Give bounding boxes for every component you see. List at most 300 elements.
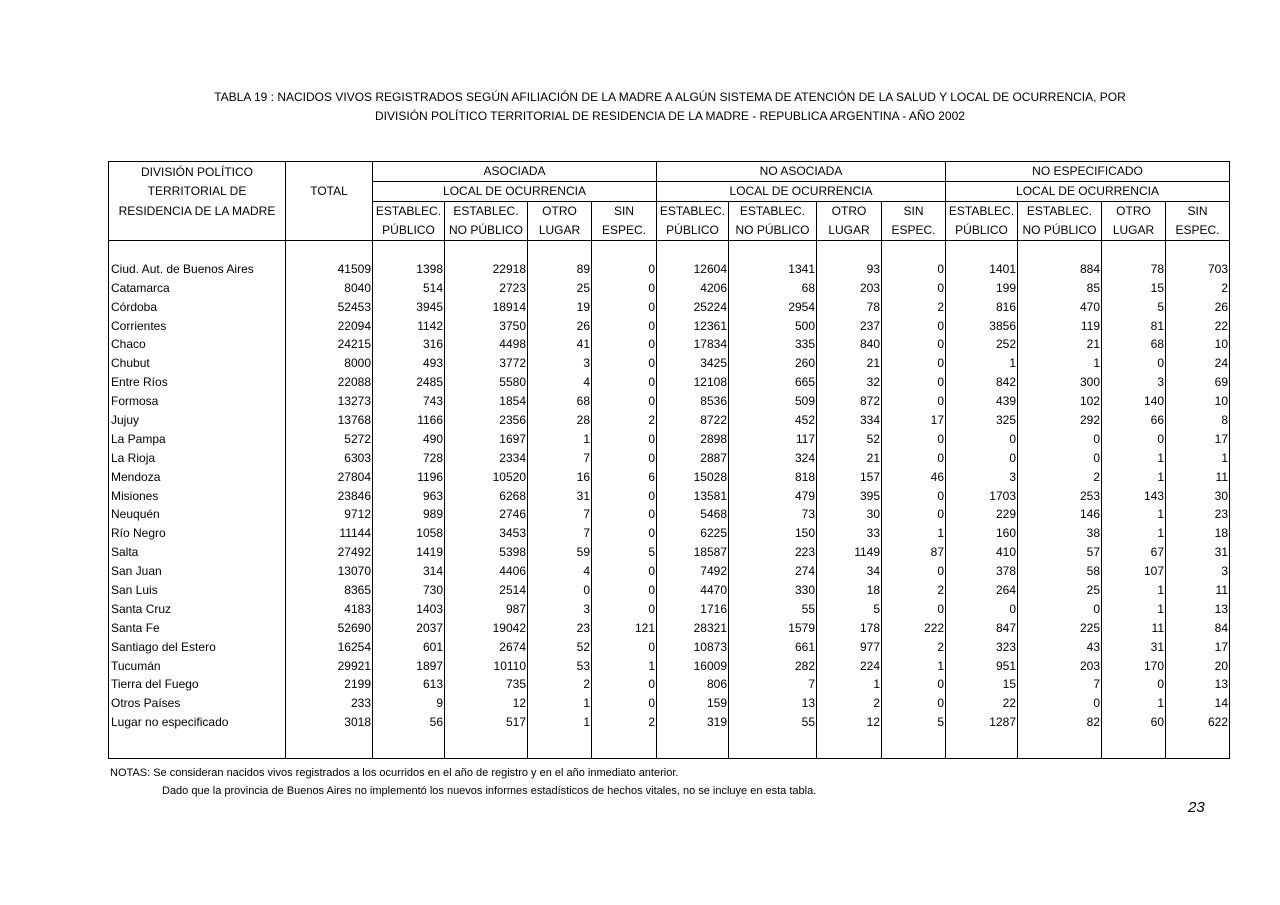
table-cell: 10110 bbox=[445, 656, 528, 675]
row-name: Santa Fe bbox=[109, 618, 286, 637]
header-division: DIVISIÓN POLÍTICO bbox=[109, 162, 286, 182]
table-cell: 2954 bbox=[729, 297, 817, 316]
table-cell: 2723 bbox=[445, 278, 528, 297]
table-cell: 28321 bbox=[657, 618, 729, 637]
table-cell: 199 bbox=[946, 278, 1018, 297]
table-cell: 56 bbox=[373, 713, 445, 732]
table-cell: 665 bbox=[729, 373, 817, 392]
table-cell: 1419 bbox=[373, 543, 445, 562]
row-name: Tierra del Fuego bbox=[109, 675, 286, 694]
table-cell bbox=[817, 240, 882, 259]
table-cell: 67 bbox=[1102, 543, 1166, 562]
table-cell: 43 bbox=[1018, 637, 1102, 656]
table-cell: 78 bbox=[1102, 259, 1166, 278]
table-cell: 89 bbox=[528, 259, 592, 278]
subheader-label: NO PÚBLICO bbox=[1018, 221, 1102, 240]
table-row bbox=[109, 713, 1230, 732]
table-row bbox=[109, 259, 1230, 278]
table-cell: 22 bbox=[946, 694, 1018, 713]
row-name: Mendoza bbox=[109, 467, 286, 486]
table-cell: 1 bbox=[1102, 448, 1166, 467]
table-cell: 28 bbox=[528, 411, 592, 430]
table-row bbox=[109, 316, 1230, 335]
table-cell: 21 bbox=[817, 354, 882, 373]
table-cell: 0 bbox=[882, 316, 946, 335]
table-cell: 1 bbox=[1166, 448, 1230, 467]
table-cell: 31 bbox=[1166, 543, 1230, 562]
table-cell: 7 bbox=[528, 505, 592, 524]
cell-total: 41509 bbox=[286, 259, 373, 278]
cell-total: 22094 bbox=[286, 316, 373, 335]
table-row bbox=[109, 486, 1230, 505]
table-cell: 1716 bbox=[657, 599, 729, 618]
table-cell: 23 bbox=[528, 618, 592, 637]
table-cell bbox=[445, 732, 528, 759]
table-cell: 1341 bbox=[729, 259, 817, 278]
subheader-label: NO PÚBLICO bbox=[445, 221, 528, 240]
subheader-label: ESTABLEC. bbox=[445, 201, 528, 220]
table-cell: 93 bbox=[817, 259, 882, 278]
table-cell: 0 bbox=[592, 581, 657, 600]
table-cell bbox=[1166, 240, 1230, 259]
table-cell: 661 bbox=[729, 637, 817, 656]
cell-total bbox=[286, 240, 373, 259]
table-cell: 18914 bbox=[445, 297, 528, 316]
table-cell: 140 bbox=[1102, 392, 1166, 411]
table-cell: 52 bbox=[528, 637, 592, 656]
table-cell: 160 bbox=[946, 524, 1018, 543]
table-cell: 146 bbox=[1018, 505, 1102, 524]
table-cell: 1 bbox=[1102, 694, 1166, 713]
table-cell: 31 bbox=[1102, 637, 1166, 656]
table-cell: 5580 bbox=[445, 373, 528, 392]
table-cell: 0 bbox=[882, 429, 946, 448]
table-cell: 22918 bbox=[445, 259, 528, 278]
table-cell: 253 bbox=[1018, 486, 1102, 505]
table-cell: 4498 bbox=[445, 335, 528, 354]
row-name: San Juan bbox=[109, 562, 286, 581]
table-cell: 143 bbox=[1102, 486, 1166, 505]
table-cell: 252 bbox=[946, 335, 1018, 354]
table-cell: 55 bbox=[729, 713, 817, 732]
table-cell: 82 bbox=[1018, 713, 1102, 732]
table-cell: 514 bbox=[373, 278, 445, 297]
table-cell: 0 bbox=[882, 562, 946, 581]
table-cell: 3772 bbox=[445, 354, 528, 373]
cell-total: 11144 bbox=[286, 524, 373, 543]
table-cell: 119 bbox=[1018, 316, 1102, 335]
row-name: Corrientes bbox=[109, 316, 286, 335]
table-cell: 334 bbox=[817, 411, 882, 430]
table-cell: 260 bbox=[729, 354, 817, 373]
table-cell: 8 bbox=[1166, 411, 1230, 430]
table-cell bbox=[817, 732, 882, 759]
table-row bbox=[109, 505, 1230, 524]
table-cell: 15 bbox=[1102, 278, 1166, 297]
table-row bbox=[109, 581, 1230, 600]
table-cell: 314 bbox=[373, 562, 445, 581]
row-name: San Luis bbox=[109, 581, 286, 600]
table-cell: 730 bbox=[373, 581, 445, 600]
table-cell: 60 bbox=[1102, 713, 1166, 732]
table-cell: 4470 bbox=[657, 581, 729, 600]
table-cell: 58 bbox=[1018, 562, 1102, 581]
table-cell: 816 bbox=[946, 297, 1018, 316]
notes-line1: NOTAS: Se consideran nacidos vivos registrados a los ocurridos en el año de registro y en el año inmediato anterior. bbox=[110, 767, 679, 779]
table-cell: 121 bbox=[592, 618, 657, 637]
header-total-blank bbox=[286, 221, 373, 240]
table-cell: 0 bbox=[592, 448, 657, 467]
table-cell: 13 bbox=[1166, 675, 1230, 694]
table-cell: 17 bbox=[1166, 637, 1230, 656]
table-cell: 479 bbox=[729, 486, 817, 505]
table-cell: 222 bbox=[882, 618, 946, 637]
table-cell bbox=[1018, 240, 1102, 259]
table-cell: 977 bbox=[817, 637, 882, 656]
table-cell: 7492 bbox=[657, 562, 729, 581]
cell-total: 27804 bbox=[286, 467, 373, 486]
table-cell: 69 bbox=[1166, 373, 1230, 392]
table-cell: 1196 bbox=[373, 467, 445, 486]
table-row bbox=[109, 675, 1230, 694]
table-cell: 378 bbox=[946, 562, 1018, 581]
table-cell: 0 bbox=[592, 505, 657, 524]
table-cell: 1854 bbox=[445, 392, 528, 411]
table-cell: 4 bbox=[528, 373, 592, 392]
table-cell: 324 bbox=[729, 448, 817, 467]
subheader-label: LUGAR bbox=[817, 221, 882, 240]
table-cell: 2356 bbox=[445, 411, 528, 430]
table-cell: 178 bbox=[817, 618, 882, 637]
table-cell: 59 bbox=[528, 543, 592, 562]
table-cell: 330 bbox=[729, 581, 817, 600]
table-cell: 0 bbox=[946, 448, 1018, 467]
table-cell: 5398 bbox=[445, 543, 528, 562]
table-cell: 25 bbox=[1018, 581, 1102, 600]
table-cell: 8536 bbox=[657, 392, 729, 411]
table-cell: 18 bbox=[817, 581, 882, 600]
table-cell: 52 bbox=[817, 429, 882, 448]
table-row bbox=[109, 694, 1230, 713]
table-cell: 15 bbox=[946, 675, 1018, 694]
cell-total: 52690 bbox=[286, 618, 373, 637]
cell-total: 8040 bbox=[286, 278, 373, 297]
row-name: Entre Ríos bbox=[109, 373, 286, 392]
table-cell: 17 bbox=[1166, 429, 1230, 448]
table-cell: 0 bbox=[1018, 599, 1102, 618]
row-name: Misiones bbox=[109, 486, 286, 505]
table-cell: 316 bbox=[373, 335, 445, 354]
table-cell: 12 bbox=[445, 694, 528, 713]
table-cell: 225 bbox=[1018, 618, 1102, 637]
cell-total: 16254 bbox=[286, 637, 373, 656]
header-total: TOTAL bbox=[286, 181, 373, 201]
table-cell bbox=[528, 240, 592, 259]
table-cell bbox=[373, 240, 445, 259]
subheader-label: ESTABLEC. bbox=[729, 201, 817, 220]
table-cell: 300 bbox=[1018, 373, 1102, 392]
table-cell: 32 bbox=[817, 373, 882, 392]
table-cell: 10 bbox=[1166, 392, 1230, 411]
table-cell: 1 bbox=[528, 694, 592, 713]
table-cell: 0 bbox=[882, 448, 946, 467]
subheader-label: LUGAR bbox=[528, 221, 592, 240]
table-cell bbox=[1102, 732, 1166, 759]
table-cell: 818 bbox=[729, 467, 817, 486]
table-cell: 1401 bbox=[946, 259, 1018, 278]
row-name: Tucumán bbox=[109, 656, 286, 675]
table-cell bbox=[1102, 240, 1166, 259]
row-name: Catamarca bbox=[109, 278, 286, 297]
table-cell: 237 bbox=[817, 316, 882, 335]
table-cell bbox=[445, 240, 528, 259]
table-cell: 2514 bbox=[445, 581, 528, 600]
header-local-ocurrencia: LOCAL DE OCURRENCIA bbox=[946, 181, 1230, 201]
table-cell: 203 bbox=[817, 278, 882, 297]
table-cell: 25 bbox=[528, 278, 592, 297]
row-name: Lugar no especificado bbox=[109, 713, 286, 732]
table-cell: 0 bbox=[882, 392, 946, 411]
table-cell bbox=[882, 732, 946, 759]
cell-total: 13273 bbox=[286, 392, 373, 411]
cell-total: 13070 bbox=[286, 562, 373, 581]
table-title-line2: DIVISIÓN POLÍTICO TERRITORIAL DE RESIDENCIA DE LA MADRE - REPUBLICA ARGENTINA - AÑO 2002 bbox=[375, 109, 965, 123]
table-row bbox=[109, 411, 1230, 430]
cell-total: 6303 bbox=[286, 448, 373, 467]
cell-total: 5272 bbox=[286, 429, 373, 448]
table-cell: 0 bbox=[592, 562, 657, 581]
table-cell: 17 bbox=[882, 411, 946, 430]
table-cell: 66 bbox=[1102, 411, 1166, 430]
table-cell: 500 bbox=[729, 316, 817, 335]
table-cell: 292 bbox=[1018, 411, 1102, 430]
table-cell: 11 bbox=[1166, 467, 1230, 486]
table-cell: 806 bbox=[657, 675, 729, 694]
table-cell: 6 bbox=[592, 467, 657, 486]
table-cell: 0 bbox=[882, 335, 946, 354]
table-cell: 0 bbox=[882, 486, 946, 505]
table-title-line1: TABLA 19 : NACIDOS VIVOS REGISTRADOS SEGÚN AFILIACIÓN DE LA MADRE A ALGÚN SISTEMA DE ATENCIÓN DE LA SALUD Y LOCAL DE OCURRENCIA, POR bbox=[214, 90, 1126, 104]
table-cell: 46 bbox=[882, 467, 946, 486]
table-cell: 224 bbox=[817, 656, 882, 675]
row-name: Formosa bbox=[109, 392, 286, 411]
header-local-ocurrencia: LOCAL DE OCURRENCIA bbox=[373, 181, 657, 201]
subheader-label: SIN bbox=[882, 201, 946, 220]
table-cell: 2 bbox=[882, 637, 946, 656]
table-cell: 0 bbox=[1018, 694, 1102, 713]
table-cell: 2 bbox=[592, 411, 657, 430]
cell-total: 22088 bbox=[286, 373, 373, 392]
subheader-label: ESTABLEC. bbox=[1018, 201, 1102, 220]
table-cell: 55 bbox=[729, 599, 817, 618]
table-row bbox=[109, 599, 1230, 618]
table-cell: 10873 bbox=[657, 637, 729, 656]
table-cell: 847 bbox=[946, 618, 1018, 637]
subheader-label: PÚBLICO bbox=[657, 221, 729, 240]
table-cell: 2334 bbox=[445, 448, 528, 467]
table-cell: 319 bbox=[657, 713, 729, 732]
table-cell: 0 bbox=[592, 599, 657, 618]
table-cell: 0 bbox=[592, 675, 657, 694]
table-cell: 87 bbox=[882, 543, 946, 562]
cell-total: 23846 bbox=[286, 486, 373, 505]
table-cell: 5 bbox=[817, 599, 882, 618]
subheader-label: ESTABLEC. bbox=[946, 201, 1018, 220]
table-row bbox=[109, 354, 1230, 373]
table-cell: 2 bbox=[882, 581, 946, 600]
table-cell: 17834 bbox=[657, 335, 729, 354]
table-cell: 989 bbox=[373, 505, 445, 524]
table-cell: 30 bbox=[1166, 486, 1230, 505]
table-cell: 509 bbox=[729, 392, 817, 411]
table-cell: 7 bbox=[528, 524, 592, 543]
table-cell: 9 bbox=[373, 694, 445, 713]
table-cell: 2037 bbox=[373, 618, 445, 637]
subheader-label: ESPEC. bbox=[1166, 221, 1230, 240]
table-row bbox=[109, 562, 1230, 581]
table-cell: 38 bbox=[1018, 524, 1102, 543]
table-cell bbox=[1166, 732, 1230, 759]
table-cell: 0 bbox=[882, 278, 946, 297]
table-cell: 1403 bbox=[373, 599, 445, 618]
subheader-label: OTRO bbox=[528, 201, 592, 220]
table-cell: 21 bbox=[1018, 335, 1102, 354]
table-cell: 223 bbox=[729, 543, 817, 562]
table-cell: 5 bbox=[1102, 297, 1166, 316]
table-row bbox=[109, 278, 1230, 297]
row-name: Chubut bbox=[109, 354, 286, 373]
table-cell: 0 bbox=[1018, 448, 1102, 467]
table-cell: 1149 bbox=[817, 543, 882, 562]
table-row bbox=[109, 637, 1230, 656]
table-cell: 73 bbox=[729, 505, 817, 524]
header-division: TERRITORIAL DE bbox=[109, 181, 286, 201]
subheader-label: LUGAR bbox=[1102, 221, 1166, 240]
table-cell: 68 bbox=[528, 392, 592, 411]
table-cell: 15028 bbox=[657, 467, 729, 486]
row-name: La Pampa bbox=[109, 429, 286, 448]
table-cell: 0 bbox=[882, 354, 946, 373]
table-cell: 1 bbox=[1102, 505, 1166, 524]
table-cell bbox=[946, 732, 1018, 759]
page-number: 23 bbox=[1188, 799, 1205, 816]
table-cell bbox=[946, 240, 1018, 259]
table-cell: 170 bbox=[1102, 656, 1166, 675]
table-cell: 1697 bbox=[445, 429, 528, 448]
row-name: Santiago del Estero bbox=[109, 637, 286, 656]
table-cell: 2 bbox=[817, 694, 882, 713]
table-cell: 622 bbox=[1166, 713, 1230, 732]
table-row bbox=[109, 467, 1230, 486]
table-cell: 12604 bbox=[657, 259, 729, 278]
table-cell: 872 bbox=[817, 392, 882, 411]
row-name: Santa Cruz bbox=[109, 599, 286, 618]
table-cell: 14 bbox=[1166, 694, 1230, 713]
table-cell: 2 bbox=[1018, 467, 1102, 486]
table-cell: 18587 bbox=[657, 543, 729, 562]
subheader-label: PÚBLICO bbox=[373, 221, 445, 240]
table-cell: 1897 bbox=[373, 656, 445, 675]
table-cell: 323 bbox=[946, 637, 1018, 656]
table-cell: 601 bbox=[373, 637, 445, 656]
table-cell: 0 bbox=[592, 392, 657, 411]
table-cell: 11 bbox=[1166, 581, 1230, 600]
table-cell: 19 bbox=[528, 297, 592, 316]
table-cell: 102 bbox=[1018, 392, 1102, 411]
subheader-label: SIN bbox=[1166, 201, 1230, 220]
table-row bbox=[109, 392, 1230, 411]
table-cell: 19042 bbox=[445, 618, 528, 637]
table-cell: 12 bbox=[817, 713, 882, 732]
table-row bbox=[109, 656, 1230, 675]
table-cell: 3 bbox=[528, 599, 592, 618]
table-cell: 16009 bbox=[657, 656, 729, 675]
row-name: Ciud. Aut. de Buenos Aires bbox=[109, 259, 286, 278]
table-cell: 728 bbox=[373, 448, 445, 467]
table-cell bbox=[528, 732, 592, 759]
subheader-label: OTRO bbox=[817, 201, 882, 220]
header-group-no-asociada: NO ASOCIADA bbox=[657, 162, 946, 182]
table-cell: 2 bbox=[528, 675, 592, 694]
table-cell bbox=[729, 732, 817, 759]
table-cell: 18 bbox=[1166, 524, 1230, 543]
table-cell: 68 bbox=[729, 278, 817, 297]
header-local-ocurrencia: LOCAL DE OCURRENCIA bbox=[657, 181, 946, 201]
table-cell: 117 bbox=[729, 429, 817, 448]
table-cell: 13 bbox=[729, 694, 817, 713]
cell-total: 9712 bbox=[286, 505, 373, 524]
cell-total: 233 bbox=[286, 694, 373, 713]
cell-total bbox=[286, 732, 373, 759]
table-cell: 81 bbox=[1102, 316, 1166, 335]
header-division: RESIDENCIA DE LA MADRE bbox=[109, 201, 286, 220]
table-cell: 4206 bbox=[657, 278, 729, 297]
cell-total: 3018 bbox=[286, 713, 373, 732]
table-cell: 5 bbox=[882, 713, 946, 732]
cell-total: 8000 bbox=[286, 354, 373, 373]
cell-total: 4183 bbox=[286, 599, 373, 618]
notes-line2: Dado que la provincia de Buenos Aires no implementó los nuevos informes estadísticos de hechos vitales, no se incluye en esta tabla. bbox=[162, 785, 817, 797]
table-cell: 0 bbox=[592, 278, 657, 297]
table-cell: 0 bbox=[592, 297, 657, 316]
table-cell: 0 bbox=[592, 354, 657, 373]
table-cell: 22 bbox=[1166, 316, 1230, 335]
row-name: La Rioja bbox=[109, 448, 286, 467]
row-name: Otros Países bbox=[109, 694, 286, 713]
table-cell: 703 bbox=[1166, 259, 1230, 278]
table-cell: 0 bbox=[882, 599, 946, 618]
table-row bbox=[109, 524, 1230, 543]
table-cell: 31 bbox=[528, 486, 592, 505]
table-cell: 0 bbox=[1018, 429, 1102, 448]
table-cell: 3945 bbox=[373, 297, 445, 316]
table-cell: 842 bbox=[946, 373, 1018, 392]
table-header bbox=[109, 162, 1230, 241]
table-cell: 987 bbox=[445, 599, 528, 618]
table-cell: 1166 bbox=[373, 411, 445, 430]
table-cell: 2887 bbox=[657, 448, 729, 467]
table-cell: 3 bbox=[528, 354, 592, 373]
table-cell: 1 bbox=[882, 656, 946, 675]
table-cell bbox=[592, 732, 657, 759]
table-cell: 26 bbox=[1166, 297, 1230, 316]
table-cell: 613 bbox=[373, 675, 445, 694]
table-cell: 410 bbox=[946, 543, 1018, 562]
table-cell: 12108 bbox=[657, 373, 729, 392]
table-cell: 0 bbox=[882, 675, 946, 694]
row-name: Neuquén bbox=[109, 505, 286, 524]
table-cell: 53 bbox=[528, 656, 592, 675]
